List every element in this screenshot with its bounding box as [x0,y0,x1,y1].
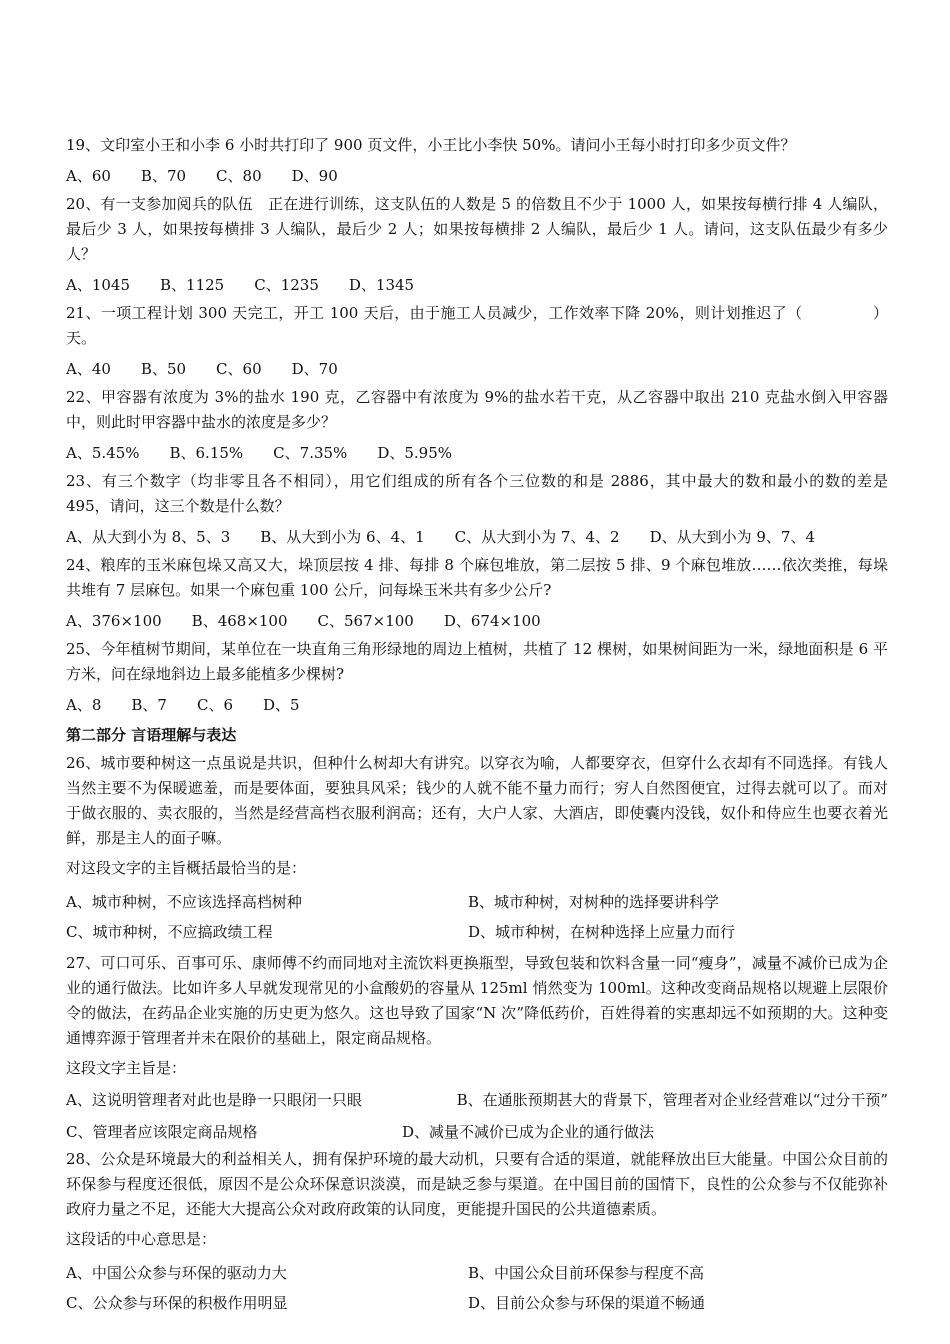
option-a: A、376×100 [66,612,162,630]
question-27-prompt: 这段文字主旨是： [66,1059,187,1077]
option-a: A、60 [66,167,111,185]
question-25: 25、今年植树节期间，某单位在一块直角三角形绿地的周边上植树，共植了 12 棵树，如果树间距为一米，绿地面积是 6 平方米，问在绿地斜边上最多能植多少棵树? [66,640,888,683]
section-heading: 第二部分 言语理解与表达 [66,726,237,744]
option-a: A、1045 [66,276,131,294]
question-22-options [66,441,888,465]
question-20-options [66,273,888,297]
option-c: C、567×100 [317,612,414,630]
question-20: 20、有一支参加阅兵的队伍 正在进行训练，这支队伍的人数是 5 的倍数且不少于 1000 人，如果按每横行排 4 人编队，最后少 3 人，如果按每横排 3 人编队，最后少 2 人；如果按每横排 2 人编队，最后少 1 人。请问，这支队伍最少有多少人？ [66,195,888,263]
question-23-options [66,525,888,549]
option-d: D、减量不减价已成为企业的通行做法 [402,1123,655,1141]
option-b: B、1125 [160,276,225,294]
option-b: B、50 [140,360,187,378]
option-d: D、70 [291,360,338,378]
question-21-text-end: ）天。 [66,304,888,347]
option-c: C、60 [216,360,262,378]
option-d: D、674×100 [443,612,541,630]
question-21 [66,301,888,351]
option-b: B、468×100 [191,612,288,630]
option-b: B、在通胀预期甚大的背景下，管理者对企业经营难以“过分干预” [456,1091,888,1109]
question-26-options [66,887,888,947]
option-d: D、5.95% [377,444,452,462]
option-b: B、6.15% [169,444,244,462]
question-21-options [66,357,888,381]
question-28: 28、公众是环境最大的利益相关人，拥有保护环境的最大动机，只要有合适的渠道，就能释放出巨大能量。中国公众目前的环保参与程度还很低，原因不是公众环保意识淡漠，而是缺乏参与渠道。在中国目前的国情下，良性的公众参与不仅能弥补政府力量之不足，还能大大提高公众对政府政策的认同度，更能提升国民的公共道德素质。 [66,1150,888,1218]
question-28-prompt: 这段话的中心意思是： [66,1230,217,1248]
option-a: A、40 [66,360,111,378]
option-d: D、5 [263,696,300,714]
option-b: B、城市种树，对树种的选择要讲科学 [468,893,720,911]
question-26-prompt: 对这段文字的主旨概括最恰当的是： [66,859,307,877]
option-c: C、公众参与环保的积极作用明显 [66,1294,288,1312]
option-b: B、7 [131,696,167,714]
question-24: 24、粮库的玉米麻包垛又高又大，垛顶层按 4 排、每排 8 个麻包堆放，第二层按 5 排、9 个麻包堆放……依次类推，每垛共堆有 7 层麻包。如果一个麻包重 100 公斤，问每垛玉米共有多少公斤? [66,556,888,599]
option-c: C、1235 [254,276,319,294]
option-d: D、1345 [348,276,415,294]
option-a: A、中国公众参与环保的驱动力大 [66,1264,287,1282]
option-c: C、6 [196,696,233,714]
option-d: D、90 [291,167,338,185]
option-a: A、城市种树，不应该选择高档树种 [66,893,302,911]
option-b: B、中国公众目前环保参与程度不高 [468,1264,705,1282]
question-19-options [66,164,888,188]
question-26: 26、城市要种树这一点虽说是共识，但种什么树却大有讲究。以穿衣为喻，人都要穿衣，但穿什么衣却有不同选择。有钱人当然主要不为保暖遮羞，而是要体面，要独具风采；钱少的人就不能不量力而行；穷人自然图便宜，过得去就可以了。而对于做衣服的、卖衣服的，当然是经营高档衣服利润高；还有，大户人家、大酒店，即使囊内没钱，奴仆和侍应生也要衣着光鲜，那是主人的面子嘛。 [66,754,888,847]
option-b: B、70 [140,167,187,185]
option-a: A、这说明管理者对此也是睁一只眼闭一只眼 [66,1091,362,1109]
option-a: A、从大到小为 8、5、3 [66,528,231,546]
option-d: D、目前公众参与环保的渠道不畅通 [468,1294,706,1312]
option-c: C、管理者应该限定商品规格 [66,1123,258,1141]
option-c: C、从大到小为 7、4、2 [454,528,620,546]
question-27-options-row1 [66,1085,888,1115]
page-content [66,133,888,1322]
question-28-options [66,1258,888,1318]
question-22: 22、甲容器有浓度为 3%的盐水 190 克，乙容器中有浓度为 9%的盐水若干克，从乙容器中取出 210 克盐水倒入甲容器中，则此时甲容器中盐水的浓度是多少？ [66,388,888,431]
question-27-options-row2 [66,1117,888,1147]
option-b: B、从大到小为 6、4、1 [260,528,425,546]
option-d: D、城市种树，在树种选择上应量力而行 [468,923,736,941]
option-a: A、8 [66,696,102,714]
question-27: 27、可口可乐、百事可乐、康师傅不约而同地对主流饮料更换瓶型，导致包装和饮料含量一同“瘦身”，减量不减价已成为企业的通行做法。比如许多人早就发现常见的小盒酸奶的容量从 125ml 悄然变为 100ml。这种改变商品规格以规避上层限价令的做法，在药品企业实施的历史更为悠久。这也导致了国家“N 次”降低药价，百姓得着的实惠却远不如预期的大。这种变通博弈源于管理者并未在限价的基础上，限定商品规格。 [66,954,888,1047]
question-25-options [66,693,888,717]
option-c: C、城市种树，不应搞政绩工程 [66,923,273,941]
question-24-options [66,609,888,633]
question-23: 23、有三个数字（均非零且各不相同），用它们组成的所有各个三位数的和是 2886，其中最大的数和最小的数的差是 495，请问，这三个数是什么数？ [66,472,888,515]
option-d: D、从大到小为 9、7、4 [649,528,815,546]
question-19: 19、文印室小王和小李 6 小时共打印了 900 页文件，小王比小李快 50%。请问小王每小时打印多少页文件？ [66,136,796,154]
option-c: C、80 [216,167,262,185]
option-a: A、5.45% [66,444,140,462]
question-21-text: 21、一项工程计划 300 天完工，开工 100 天后，由于施工人员减少，工作效率下降 20%，则计划推迟了（ [66,304,803,322]
option-c: C、7.35% [273,444,348,462]
